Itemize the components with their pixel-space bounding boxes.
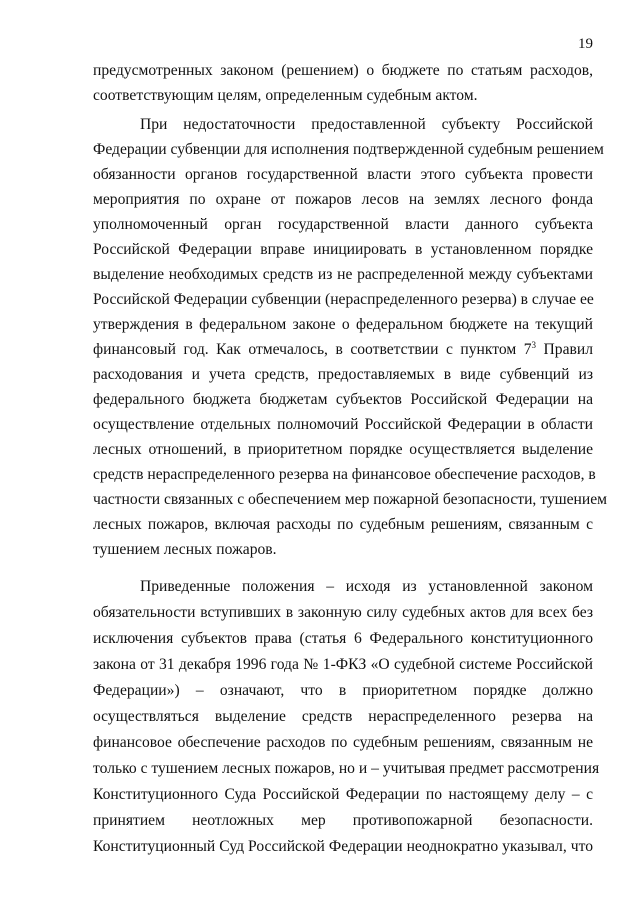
text-line: осуществляться выделение средств нераспределенного резерва на [93, 708, 593, 725]
text-line: соответствующим целям, определенным судебным актом. [93, 87, 478, 104]
text-line: Федерации») – означают, что в приоритетном порядке должно [93, 682, 593, 699]
text-line: лесных отношений, в приоритетном порядке осуществляется выделение [93, 441, 593, 458]
text-line: тушением лесных пожаров. [93, 541, 277, 558]
text-line-with-footnote [93, 340, 593, 360]
text-line: обязательности вступивших в законную силу судебных актов для всех без [93, 604, 593, 621]
text-line: частности связанных с обеспечением мер пожарной безопасности, тушением [93, 491, 608, 508]
text-line: федерального бюджета бюджетам субъектов Российской Федерации на [93, 391, 593, 408]
text-line: лесных пожаров, включая расходы по судебным решениям, связанным с [93, 516, 593, 533]
text-line: мероприятия по охране от пожаров лесов на землях лесного фонда [93, 191, 593, 208]
text-line: принятием неотложных мер противопожарной безопасности. [93, 812, 593, 829]
text-line: уполномоченный орган государственной власти данного субъекта [93, 216, 593, 233]
text-line: осуществление отдельных полномочий Российской Федерации в области [93, 416, 593, 433]
text-line: Российской Федерации субвенции (нераспределенного резерва) в случае ее [93, 291, 594, 308]
text-line: Конституционного Суда Российской Федерации по настоящему делу – с [93, 786, 593, 803]
text-fragment: Правил [543, 341, 593, 358]
footnote-reference: 3 [531, 340, 536, 350]
text-fragment: финансовый год. Как отмечалось, в соответствии с пунктом 7 [93, 341, 532, 358]
text-line: предусмотренных законом (решением) о бюджете по статьям расходов, [93, 62, 593, 79]
text-line: Федерации субвенции для исполнения подтвержденной судебным решением [93, 141, 604, 158]
text-line: При недостаточности предоставленной субъекту Российской [140, 116, 593, 133]
text-line: утверждения в федеральном законе о федеральном бюджете на текущий [93, 316, 593, 333]
text-line: выделение необходимых средств из не распределенной между субъектами [93, 266, 593, 283]
text-line: финансовое обеспечение расходов по судебным решениям, связанным не [93, 734, 593, 751]
text-line: обязанности органов государственной власти этого субъекта провести [93, 166, 593, 183]
text-line: расходования и учета средств, предоставляемых в виде субвенций из [93, 366, 593, 383]
text-line: закона от 31 декабря 1996 года № 1-ФКЗ «О судебной системе Российской [93, 656, 593, 673]
text-line: средств нераспределенного резерва на финансовое обеспечение расходов, в [93, 466, 596, 483]
text-line: только с тушением лесных пожаров, но и – учитывая предмет рассмотрения [93, 760, 600, 777]
text-line: Приведенные положения – исходя из установленной законом [140, 578, 593, 595]
page-number: 19 [578, 36, 593, 52]
text-line: исключения субъектов права (статья 6 Федерального конституционного [93, 630, 593, 647]
text-line: Российской Федерации вправе инициировать в установленном порядке [93, 241, 593, 258]
text-line: Конституционный Суд Российской Федерации неоднократно указывал, что [93, 838, 593, 855]
